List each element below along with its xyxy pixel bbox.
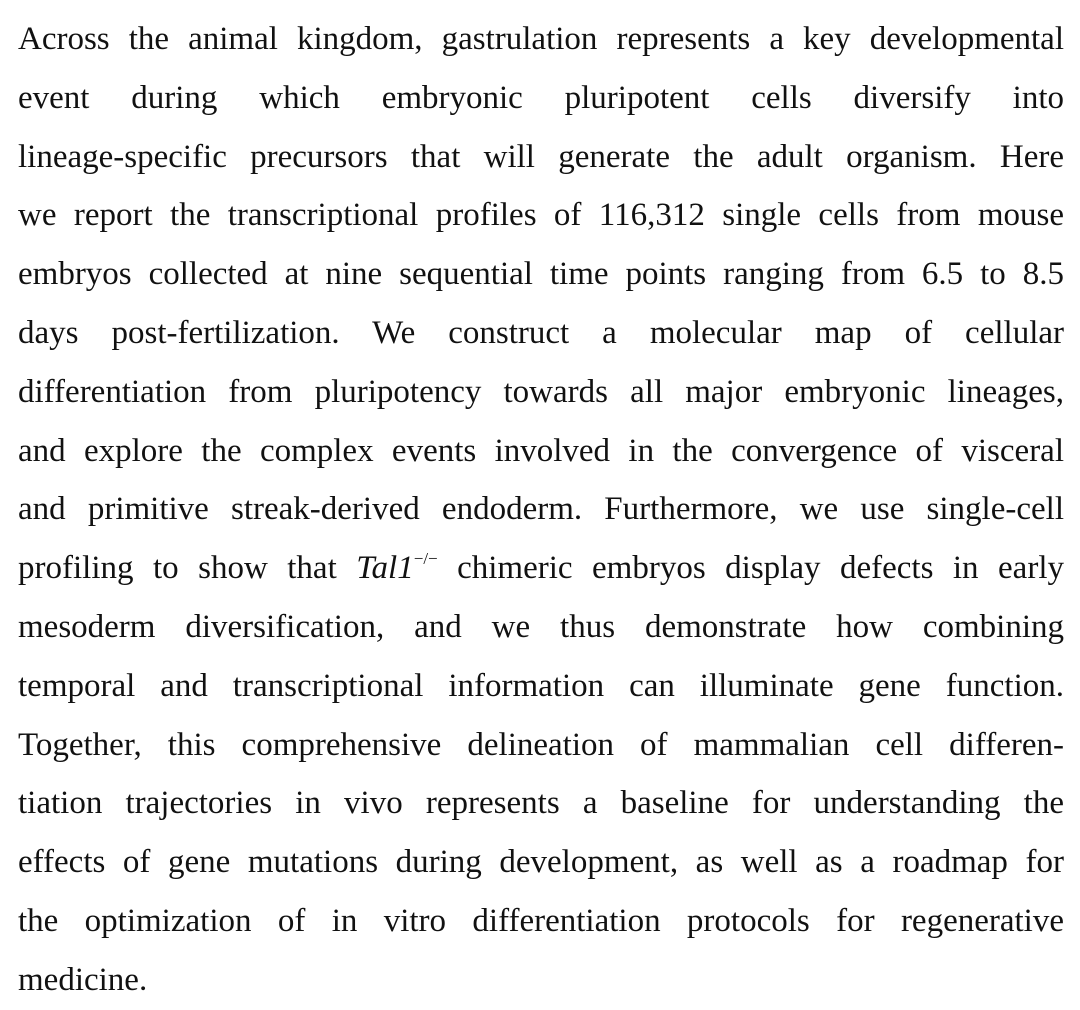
abstract-line: effects of gene mutations during development, as well as a roadmap for — [18, 844, 1064, 881]
gene-superscript: −/− — [413, 549, 438, 569]
abstract-line: event during which embryonic pluripotent cells diversify into — [18, 79, 1064, 116]
abstract-line: tiation trajectories in vivo represents a baseline for understanding the — [18, 785, 1064, 822]
abstract-line: Together, this comprehensive delineation of mammalian cell differen- — [18, 726, 1064, 763]
gene-name: Tal1 — [356, 550, 414, 587]
abstract-line: days post-fertilization. We construct a molecular map of cellular — [18, 314, 1064, 351]
abstract-line: and explore the complex events involved in the convergence of visceral — [18, 432, 1064, 469]
abstract-paragraph — [18, 10, 1064, 1010]
abstract-line: and primitive streak-derived endoderm. Furthermore, we use single-cell — [18, 491, 1064, 528]
abstract-line: Across the animal kingdom, gastrulation represents a key developmental — [18, 21, 1064, 57]
abstract-line: the optimization of in vitro differentiation protocols for regenerative — [18, 902, 1064, 939]
abstract-line: medicine. — [18, 961, 148, 998]
abstract-line: differentiation from pluripotency towards all major embryonic lineages, — [18, 373, 1064, 410]
line-text-before: profiling to show that — [18, 550, 357, 587]
abstract-line: we report the transcriptional profiles of 116,312 single cells from mouse — [18, 197, 1064, 234]
line-text-after: chimeric embryos display defects in early — [437, 550, 1064, 587]
abstract-line: lineage-specific precursors that will generate the adult organism. Here — [18, 138, 1064, 175]
abstract-line: embryos collected at nine sequential time points ranging from 6.5 to 8.5 — [18, 256, 1064, 293]
abstract-line: mesoderm diversification, and we thus demonstrate how combining — [18, 608, 1064, 645]
abstract-line-gene — [18, 539, 1064, 598]
abstract-line: temporal and transcriptional information can illuminate gene function. — [18, 667, 1064, 704]
